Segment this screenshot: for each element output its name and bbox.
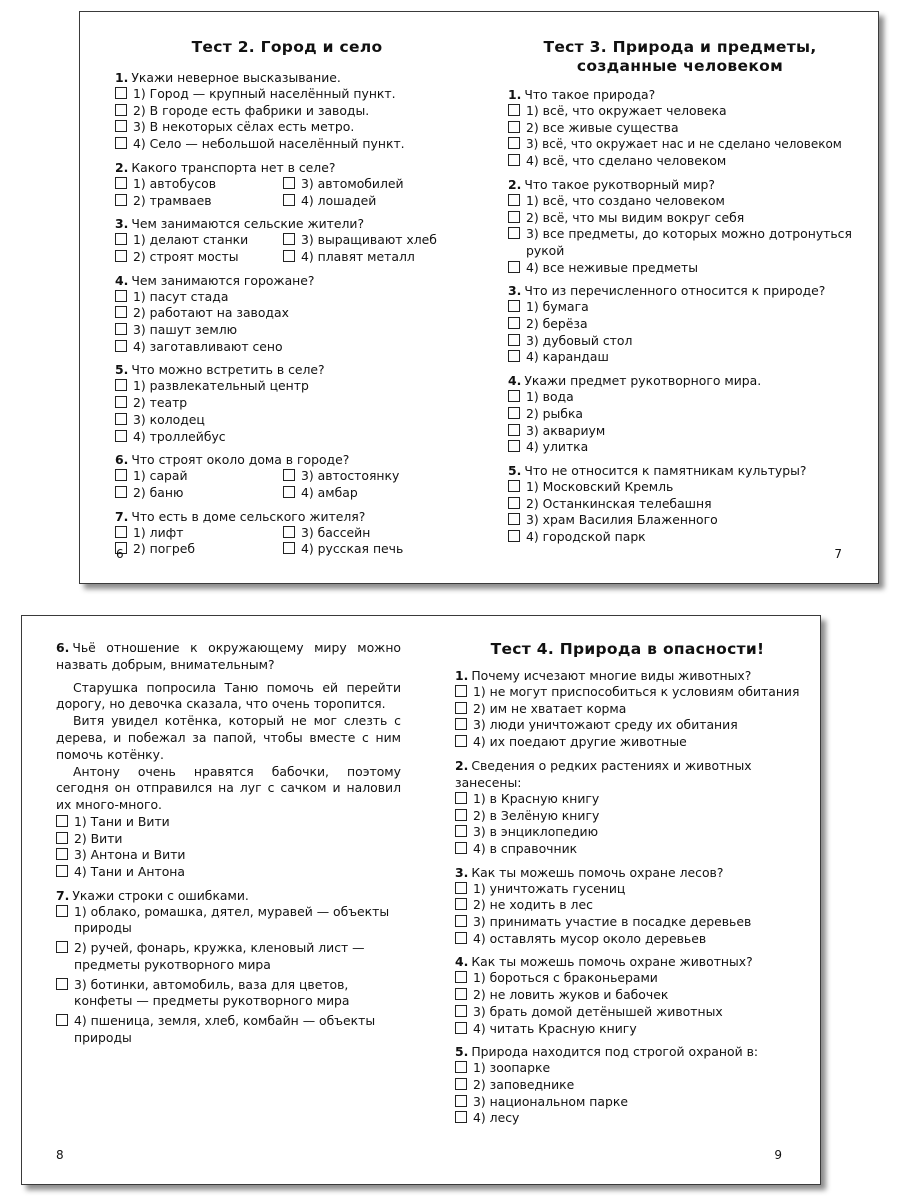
- answer-checkbox[interactable]: [115, 137, 127, 149]
- answer-checkbox[interactable]: [455, 1005, 467, 1017]
- question-text: Что строят около дома в городе?: [131, 452, 350, 468]
- answer-checkbox[interactable]: [56, 978, 68, 990]
- question-text: Чьё отношение к окружающему миру можно назвать добрым, внимательным?: [56, 640, 401, 672]
- answer-option[interactable]: 1) автобусов: [115, 176, 283, 193]
- answer-checkbox[interactable]: [508, 104, 520, 116]
- answer-option[interactable]: 1) делают станки: [115, 232, 283, 249]
- question-number: 5.: [455, 1044, 469, 1060]
- question-4: [508, 372, 852, 456]
- answer-option[interactable]: 4) лошадей: [283, 193, 459, 210]
- answer-checkbox[interactable]: [115, 194, 127, 206]
- question-number: 4.: [455, 954, 469, 970]
- answer-option[interactable]: 3) принимать участие в посадке деревьев: [455, 914, 800, 931]
- question-text: Что из перечисленного относится к природе?: [524, 283, 826, 299]
- answer-checkbox[interactable]: [115, 233, 127, 245]
- answer-checkbox[interactable]: [56, 905, 68, 917]
- answer-checkbox[interactable]: [455, 1095, 467, 1107]
- question-3: [115, 215, 459, 265]
- answer-checkbox[interactable]: [455, 792, 467, 804]
- options-grid: [115, 525, 459, 558]
- answer-option[interactable]: 3) Антона и Вити: [56, 847, 401, 864]
- question-text: Чем занимаются горожане?: [131, 272, 315, 288]
- story-paragraph: Антону очень нравятся бабочки, поэтому сегодня он отправился на луг с сачком и наловил их много-много.: [56, 763, 401, 813]
- answer-checkbox[interactable]: [508, 334, 520, 346]
- answer-checkbox[interactable]: [508, 211, 520, 223]
- answer-checkbox[interactable]: [455, 1078, 467, 1090]
- answer-checkbox[interactable]: [508, 300, 520, 312]
- options-grid: [115, 468, 459, 501]
- answer-checkbox[interactable]: [508, 154, 520, 166]
- question-text: Природа находится под строгой охраной в:: [471, 1044, 759, 1060]
- book-spread-pages-8-9: [21, 615, 821, 1185]
- answer-option[interactable]: 4) Село — небольшой населённый пункт.: [115, 136, 459, 153]
- answer-option[interactable]: 4) лесу: [455, 1110, 800, 1127]
- answer-checkbox[interactable]: [56, 941, 68, 953]
- answer-checkbox[interactable]: [455, 898, 467, 910]
- answer-option[interactable]: 3) автомобилей: [283, 176, 459, 193]
- test-3-title: Тест 3. Природа и предметы, созданные человеком: [543, 38, 817, 75]
- answer-checkbox[interactable]: [508, 497, 520, 509]
- question-text: Почему исчезают многие виды животных?: [471, 668, 752, 683]
- question-4: [455, 953, 800, 1037]
- answer-checkbox[interactable]: [455, 988, 467, 1000]
- answer-checkbox[interactable]: [508, 440, 520, 452]
- page-7: [473, 12, 878, 583]
- answer-checkbox[interactable]: [115, 104, 127, 116]
- answer-option[interactable]: 2) не ходить в лес: [455, 897, 800, 914]
- answer-option[interactable]: 1) в Красную книгу: [455, 791, 800, 808]
- question-6: [115, 451, 459, 501]
- book-spread-pages-6-7: [79, 11, 879, 584]
- question-number: 2.: [508, 176, 522, 192]
- test-4-title: Тест 4. Природа в опасности!: [490, 640, 765, 658]
- test-2-title: Тест 2. Город и село: [191, 38, 383, 56]
- answer-option[interactable]: 4) троллейбус: [115, 429, 459, 446]
- answer-checkbox[interactable]: [115, 120, 127, 132]
- answer-option[interactable]: 4) Тани и Антона: [56, 864, 401, 881]
- question-5: [455, 1043, 800, 1127]
- answer-option[interactable]: 3) национальном парке: [455, 1094, 800, 1111]
- question-text: Укажи предмет рукотворного мира.: [524, 373, 762, 389]
- answer-checkbox[interactable]: [508, 227, 520, 239]
- question-number: 2.: [455, 757, 469, 773]
- answer-option[interactable]: 4) оставлять мусор около деревьев: [455, 931, 800, 948]
- answer-checkbox[interactable]: [283, 526, 295, 538]
- answer-checkbox[interactable]: [115, 486, 127, 498]
- answer-option[interactable]: 1) не могут приспособиться к условиям обитания: [455, 684, 800, 701]
- question-text: Что есть в доме сельского жителя?: [131, 508, 366, 524]
- answer-checkbox[interactable]: [455, 932, 467, 944]
- answer-option[interactable]: 4) городской парк: [508, 529, 852, 546]
- question-number: 6.: [115, 452, 129, 468]
- answer-option[interactable]: 3) все предметы, до которых можно дотронуться рукой: [508, 226, 852, 259]
- answer-option[interactable]: 2) баню: [115, 485, 283, 502]
- options-grid: [115, 232, 459, 265]
- question-text: Что такое рукотворный мир?: [524, 176, 715, 192]
- answer-option[interactable]: 1) развлекательный центр: [115, 378, 459, 395]
- answer-checkbox[interactable]: [508, 530, 520, 542]
- question-number: 5.: [508, 462, 522, 478]
- answer-option[interactable]: 1) Тани и Вити: [56, 814, 401, 831]
- question-number: 2.: [115, 159, 129, 175]
- question-7: [115, 508, 459, 558]
- answer-checkbox[interactable]: [115, 250, 127, 262]
- answer-option[interactable]: 1) всё, что создано человеком: [508, 193, 852, 210]
- page-number: 8: [56, 1148, 64, 1162]
- answer-checkbox[interactable]: [508, 317, 520, 329]
- answer-option[interactable]: 2) ручей, фонарь, кружка, кленовый лист — предметы рукотворного мира: [56, 940, 401, 973]
- answer-checkbox[interactable]: [455, 971, 467, 983]
- answer-checkbox[interactable]: [115, 396, 127, 408]
- question-number: 7.: [56, 887, 70, 903]
- answer-checkbox[interactable]: [455, 915, 467, 927]
- answer-checkbox[interactable]: [455, 842, 467, 854]
- answer-option[interactable]: 1) сарай: [115, 468, 283, 485]
- story-paragraph: Витя увидел котёнка, который не мог слезть с дерева, и побежал за папой, чтобы вместе с ним помочь котёнку.: [56, 713, 401, 762]
- answer-checkbox[interactable]: [283, 469, 295, 481]
- answer-checkbox[interactable]: [508, 121, 520, 133]
- answer-option[interactable]: 2) всё, что мы видим вокруг себя: [508, 210, 852, 227]
- answer-checkbox[interactable]: [455, 1022, 467, 1034]
- answer-option[interactable]: 4) в справочник: [455, 841, 800, 858]
- answer-option[interactable]: 1) вода: [508, 389, 852, 406]
- answer-option[interactable]: 1) уничтожать гусениц: [455, 881, 800, 898]
- answer-option[interactable]: 1) облако, ромашка, дятел, муравей — объекты природы: [56, 904, 401, 937]
- answer-checkbox[interactable]: [56, 865, 68, 877]
- answer-option[interactable]: 2) в Зелёную книгу: [455, 808, 800, 825]
- answer-option[interactable]: 1) пасут стада: [115, 289, 459, 306]
- question-2: [508, 176, 852, 277]
- answer-checkbox[interactable]: [56, 1014, 68, 1026]
- question-number: 6.: [56, 640, 70, 655]
- answer-checkbox[interactable]: [508, 424, 520, 436]
- answer-option[interactable]: 1) лифт: [115, 525, 283, 542]
- answer-checkbox[interactable]: [455, 809, 467, 821]
- answer-option[interactable]: 4) все неживые предметы: [508, 260, 852, 277]
- answer-option[interactable]: 2) не ловить жуков и бабочек: [455, 987, 800, 1004]
- question-number: 1.: [115, 70, 129, 85]
- answer-option[interactable]: 2) Останкинская телебашня: [508, 496, 852, 513]
- answer-option[interactable]: 4) всё, что сделано человеком: [508, 153, 852, 170]
- page-8: [22, 616, 421, 1184]
- question-text: Чем занимаются сельские жители?: [131, 216, 365, 232]
- answer-checkbox[interactable]: [283, 233, 295, 245]
- answer-option[interactable]: 3) автостоянку: [283, 468, 459, 485]
- answer-option[interactable]: 2) строят мосты: [115, 249, 283, 266]
- question-number: 1.: [455, 668, 469, 683]
- answer-option[interactable]: 4) русская печь: [283, 541, 459, 558]
- answer-option[interactable]: 3) выращивают хлеб: [283, 232, 459, 249]
- answer-option[interactable]: 4) амбар: [283, 485, 459, 502]
- question-number: 3.: [115, 216, 129, 232]
- answer-option[interactable]: 2) рыбка: [508, 406, 852, 423]
- question-text: Какого транспорта нет в селе?: [131, 159, 336, 175]
- answer-checkbox[interactable]: [115, 177, 127, 189]
- page-number: 7: [834, 547, 842, 561]
- answer-checkbox[interactable]: [283, 250, 295, 262]
- answer-checkbox[interactable]: [115, 340, 127, 352]
- answer-checkbox[interactable]: [508, 261, 520, 273]
- answer-checkbox[interactable]: [56, 832, 68, 844]
- question-text: Укажи неверное высказывание.: [131, 70, 341, 85]
- question-3: [508, 282, 852, 366]
- question-5: [115, 361, 459, 445]
- answer-option[interactable]: 3) храм Василия Блаженного: [508, 512, 852, 529]
- answer-option[interactable]: 1) Город — крупный населённый пункт.: [115, 86, 459, 103]
- answer-option[interactable]: 3) бассейн: [283, 525, 459, 542]
- answer-option[interactable]: 2) заповеднике: [455, 1077, 800, 1094]
- answer-checkbox[interactable]: [283, 542, 295, 554]
- question-5: [508, 462, 852, 546]
- answer-checkbox[interactable]: [56, 848, 68, 860]
- question-1: [508, 86, 852, 170]
- question-number: 1.: [508, 87, 522, 102]
- answer-option[interactable]: 3) люди уничтожают среду их обитания: [455, 717, 800, 734]
- question-1: [115, 69, 459, 153]
- question-number: 7.: [115, 508, 129, 524]
- answer-option[interactable]: 3) дубовый стол: [508, 333, 852, 350]
- story-paragraph: Старушка попросила Таню помочь ей перейти дорогу, но девочка сказала, что очень торопится.: [56, 679, 401, 712]
- question-text: Что такое природа?: [524, 87, 656, 102]
- answer-checkbox[interactable]: [115, 306, 127, 318]
- question-4: [115, 272, 459, 356]
- answer-checkbox[interactable]: [508, 350, 520, 362]
- answer-option[interactable]: 3) В некоторых сёлах есть метро.: [115, 119, 459, 136]
- answer-checkbox[interactable]: [115, 526, 127, 538]
- answer-checkbox[interactable]: [455, 1111, 467, 1123]
- answer-option[interactable]: 4) плавят металл: [283, 249, 459, 266]
- answer-option[interactable]: 1) Московский Кремль: [508, 479, 852, 496]
- question-3: [455, 864, 800, 948]
- answer-checkbox[interactable]: [283, 194, 295, 206]
- answer-option[interactable]: 2) все живые существа: [508, 120, 852, 137]
- answer-checkbox[interactable]: [508, 480, 520, 492]
- answer-option[interactable]: 2) театр: [115, 395, 459, 412]
- answer-option[interactable]: 4) карандаш: [508, 349, 852, 366]
- answer-option[interactable]: 4) читать Красную книгу: [455, 1021, 800, 1038]
- question-1: [455, 667, 800, 751]
- answer-option[interactable]: 2) берёза: [508, 316, 852, 333]
- answer-checkbox[interactable]: [455, 702, 467, 714]
- answer-checkbox[interactable]: [56, 815, 68, 827]
- question-number: 4.: [508, 373, 522, 389]
- answer-option[interactable]: 3) всё, что окружает нас и не сделано человеком: [508, 136, 852, 153]
- answer-checkbox[interactable]: [455, 718, 467, 730]
- answer-option[interactable]: 2) В городе есть фабрики и заводы.: [115, 103, 459, 120]
- answer-checkbox[interactable]: [508, 390, 520, 402]
- question-text: Укажи строки с ошибками.: [72, 887, 249, 903]
- question-number: 3.: [508, 283, 522, 299]
- page-6: [80, 12, 473, 583]
- question-2: [115, 159, 459, 209]
- answer-checkbox[interactable]: [508, 137, 520, 149]
- question-text: Как ты можешь помочь охране лесов?: [471, 864, 724, 880]
- answer-option[interactable]: 2) работают на заводах: [115, 305, 459, 322]
- question-number: 4.: [115, 272, 129, 288]
- answer-checkbox[interactable]: [508, 194, 520, 206]
- answer-option[interactable]: 3) аквариум: [508, 423, 852, 440]
- question-2: [455, 757, 800, 858]
- answer-option[interactable]: 1) бороться с браконьерами: [455, 970, 800, 987]
- answer-option[interactable]: 4) их поедают другие животные: [455, 734, 800, 751]
- answer-checkbox[interactable]: [455, 825, 467, 837]
- page-9: [421, 616, 820, 1184]
- answer-option[interactable]: 4) улитка: [508, 439, 852, 456]
- answer-checkbox[interactable]: [115, 430, 127, 442]
- answer-option[interactable]: 2) погреб: [115, 541, 283, 558]
- answer-checkbox[interactable]: [115, 469, 127, 481]
- answer-option[interactable]: 2) Вити: [56, 831, 401, 848]
- answer-option[interactable]: 3) ботинки, автомобиль, ваза для цветов, конфеты — предметы рукотворного мира: [56, 977, 401, 1010]
- answer-checkbox[interactable]: [283, 486, 295, 498]
- answer-checkbox[interactable]: [455, 735, 467, 747]
- page-number: 9: [774, 1148, 782, 1162]
- answer-option[interactable]: 1) зоопарке: [455, 1060, 800, 1077]
- answer-checkbox[interactable]: [115, 379, 127, 391]
- answer-checkbox[interactable]: [283, 177, 295, 189]
- question-text: Как ты можешь помочь охране животных?: [471, 954, 753, 970]
- question-text: Что не относится к памятникам культуры?: [524, 462, 807, 478]
- page-number: 6: [116, 547, 124, 561]
- answer-checkbox[interactable]: [455, 685, 467, 697]
- question-7: [56, 887, 401, 1047]
- question-number: 5.: [115, 362, 129, 378]
- question-number: 3.: [455, 864, 469, 880]
- question-text: Что можно встретить в селе?: [131, 362, 325, 378]
- question-6: [56, 640, 401, 881]
- answer-option[interactable]: 4) заготавливают сено: [115, 339, 459, 356]
- answer-checkbox[interactable]: [508, 513, 520, 525]
- answer-option[interactable]: 1) бумага: [508, 299, 852, 316]
- answer-option[interactable]: 2) трамваев: [115, 193, 283, 210]
- answer-option[interactable]: 1) всё, что окружает человека: [508, 103, 852, 120]
- answer-option[interactable]: 2) им не хватает корма: [455, 701, 800, 718]
- answer-checkbox[interactable]: [455, 882, 467, 894]
- answer-option[interactable]: 3) в энциклопедию: [455, 824, 800, 841]
- question-text: Сведения о редких растениях и животных занесены:: [455, 757, 752, 790]
- answer-option[interactable]: 4) пшеница, земля, хлеб, комбайн — объекты природы: [56, 1013, 401, 1046]
- answer-option[interactable]: 3) колодец: [115, 412, 459, 429]
- answer-checkbox[interactable]: [508, 407, 520, 419]
- answer-checkbox[interactable]: [115, 413, 127, 425]
- answer-checkbox[interactable]: [115, 290, 127, 302]
- answer-checkbox[interactable]: [115, 323, 127, 335]
- answer-option[interactable]: 3) пашут землю: [115, 322, 459, 339]
- answer-option[interactable]: 3) брать домой детёнышей животных: [455, 1004, 800, 1021]
- answer-checkbox[interactable]: [455, 1061, 467, 1073]
- options-grid: [115, 176, 459, 209]
- answer-checkbox[interactable]: [115, 87, 127, 99]
